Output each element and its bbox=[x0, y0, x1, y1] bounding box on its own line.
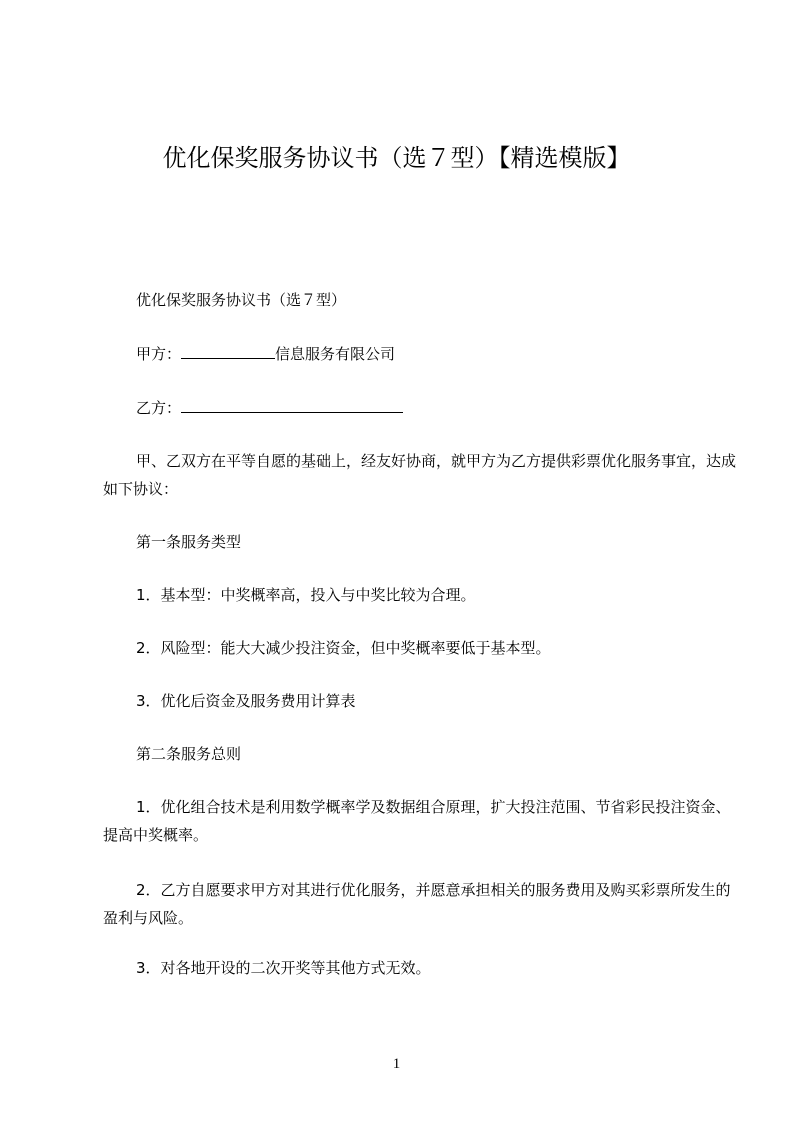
party-a-blank bbox=[181, 344, 275, 359]
article2-item-1: 1．优化组合技术是利用数学概率学及数据组合原理，扩大投注范围、节省彩民投注资金、提高中奖概率。 bbox=[103, 798, 731, 844]
article1-item-2: 2．风险型：能大大减少投注资金，但中奖概率要低于基本型。 bbox=[136, 639, 551, 657]
article2-item-3: 3．对各地开设的二次开奖等其他方式无效。 bbox=[136, 959, 431, 977]
party-a-label: 甲方： bbox=[136, 345, 182, 363]
intro-paragraph: 甲、乙双方在平等自愿的基础上，经友好协商，就甲方为乙方提供彩票优化服务事宜，达成如下协议： bbox=[103, 452, 737, 498]
page-number: 1 bbox=[392, 1056, 401, 1072]
article2-heading: 第二条服务总则 bbox=[136, 745, 242, 763]
party-b-blank bbox=[181, 398, 403, 413]
party-b-label: 乙方： bbox=[136, 399, 182, 417]
article1-item-3: 3．优化后资金及服务费用计算表 bbox=[136, 692, 356, 710]
article1-item-1: 1．基本型：中奖概率高，投入与中奖比较为合理。 bbox=[136, 586, 476, 604]
party-a-line bbox=[136, 344, 395, 364]
article2-item-2: 2．乙方自愿要求甲方对其进行优化服务，并愿意承担相关的服务费用及购买彩票所发生的盈利与风险。 bbox=[103, 881, 731, 927]
article1-heading: 第一条服务类型 bbox=[136, 533, 242, 551]
party-a-suffix: 信息服务有限公司 bbox=[275, 345, 396, 363]
party-b-line bbox=[136, 398, 403, 418]
document-title: 优化保奖服务协议书（选７型）【精选模版】 bbox=[162, 144, 631, 172]
agreement-subtitle: 优化保奖服务协议书（选７型） bbox=[136, 291, 347, 309]
